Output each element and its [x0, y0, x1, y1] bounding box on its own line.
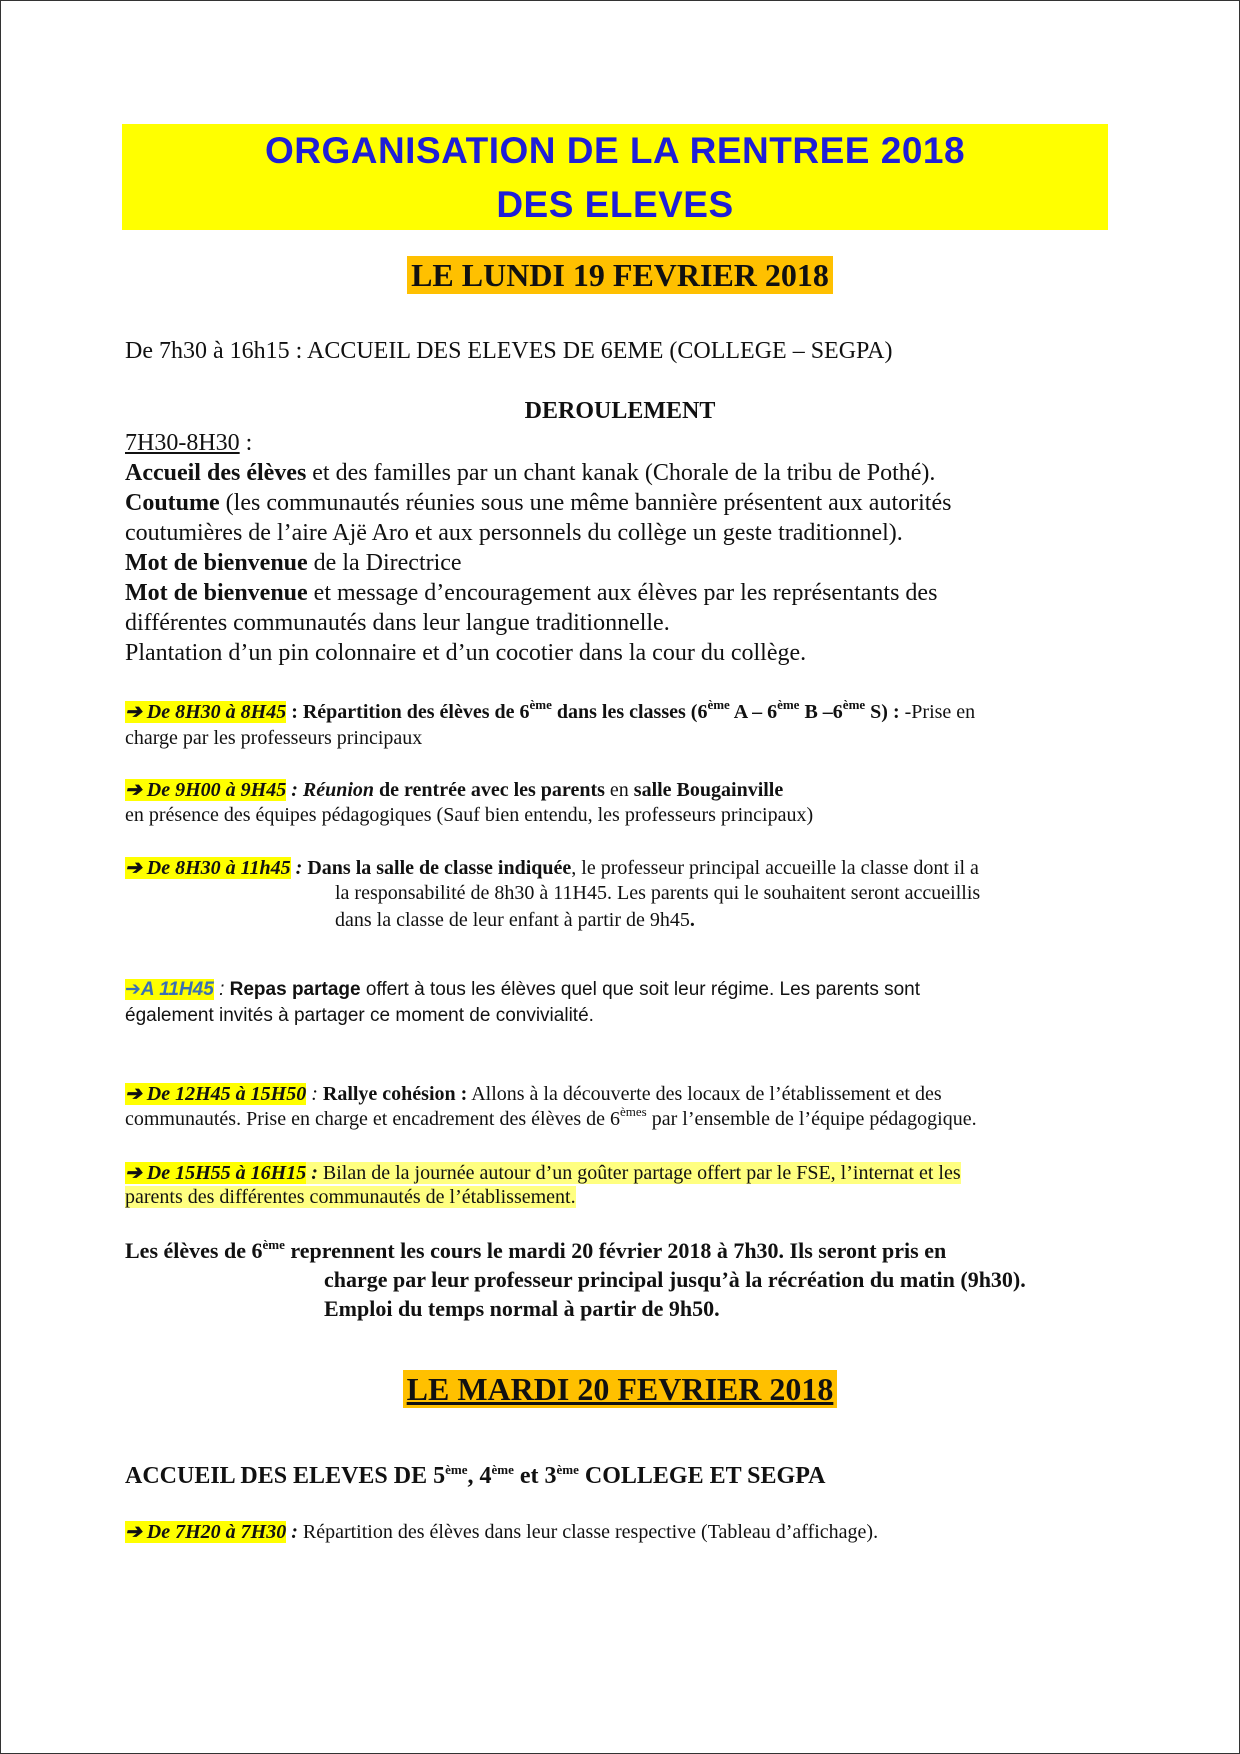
title-line-1: ORGANISATION DE LA RENTREE 2018: [264, 130, 966, 171]
item-salle-classe: ➔ De 8H30 à 11h45 : Dans la salle de classe indiquée, le professeur principal accueille la classe dont il a: [125, 857, 979, 879]
right-arrow-icon: ➔: [125, 701, 142, 723]
line-bienvenue-1: Mot de bienvenue de la Directrice: [125, 550, 462, 576]
right-arrow-icon: ➔: [125, 1521, 142, 1543]
title-line-2: DES ELEVES: [496, 184, 734, 225]
right-arrow-icon: ➔: [125, 1083, 142, 1105]
item-repartition: ➔ De 8H30 à 8H45 : Répartition des élèves de 6ème dans les classes (6ème A – 6ème B –6ème S) : -Prise en: [125, 697, 976, 723]
closing-line3: Emploi du temps normal à partir de 9h50.: [324, 1296, 720, 1321]
item-salle-classe-line3: dans la classe de leur enfant à partir de 9h45.: [335, 909, 695, 931]
time-badge: ➔ De 8H30 à 8H45: [125, 701, 287, 723]
day1-intro: De 7h30 à 16h15 : ACCUEIL DES ELEVES DE 6EME (COLLEGE – SEGPA): [125, 338, 893, 364]
line-coutume: Coutume (les communautés réunies sous une même bannière présentent aux autorités: [125, 490, 952, 516]
item-repas-line2: également invités à partager ce moment de convivialité.: [125, 1005, 594, 1026]
day1-heading: LE LUNDI 19 FEVRIER 2018: [0, 257, 1240, 294]
item-bilan-line2: parents des différentes communautés de l’établissement.: [125, 1186, 576, 1208]
line-accueil: Accueil des élèves et des familles par un chant kanak (Chorale de la tribu de Pothé).: [125, 460, 936, 486]
item-reunion: ➔ De 9H00 à 9H45 : Réunion de rentrée avec les parents en salle Bougainville: [125, 779, 784, 801]
line-communautes: différentes communautés dans leur langue traditionnelle.: [125, 610, 670, 636]
item-repartition-line2: charge par les professeurs principaux: [125, 727, 423, 749]
item-rallye: ➔ De 12H45 à 15H50 : Rallye cohésion : Allons à la découverte des locaux de l’établissement et des: [125, 1083, 942, 1105]
right-arrow-icon: ➔: [125, 979, 141, 1000]
right-arrow-icon: ➔: [125, 857, 142, 879]
line-coutume-cont: coutumières de l’aire Ajë Aro et aux personnels du collège un geste traditionnel).: [125, 520, 903, 546]
line-plantation: Plantation d’un pin colonnaire et d’un cocotier dans la cour du collège.: [125, 640, 807, 666]
closing-line2: charge par leur professeur principal jusqu’à la récréation du matin (9h30).: [324, 1267, 1026, 1292]
right-arrow-icon: ➔: [125, 1162, 142, 1184]
item-bilan: ➔ De 15H55 à 16H15 : Bilan de la journée autour d’un goûter partage offert par le FSE, l’internat et les: [125, 1162, 961, 1184]
item-salle-classe-line2: la responsabilité de 8h30 à 11H45. Les parents qui le souhaitent seront accueillis: [335, 882, 981, 904]
right-arrow-icon: ➔: [125, 779, 142, 801]
day2-heading: LE MARDI 20 FEVRIER 2018: [0, 1371, 1240, 1408]
closing-line1: Les élèves de 6ème reprennent les cours le mardi 20 février 2018 à 7h30. Ils seront pris en: [125, 1237, 947, 1263]
item-repas: ➔A 11H45 : Repas partage offert à tous les élèves quel que soit leur régime. Les parents sont: [125, 979, 921, 1000]
slot-time: 7H30-8H30 :: [125, 430, 253, 456]
line-bienvenue-2: Mot de bienvenue et message d’encouragement aux élèves par les représentants des: [125, 580, 938, 606]
deroulement-heading: DEROULEMENT: [524, 398, 716, 424]
item-reunion-line2: en présence des équipes pédagogiques (Sauf bien entendu, les professeurs principaux): [125, 804, 814, 826]
item-repartition-classe: ➔ De 7H20 à 7H30 : Répartition des élèves dans leur classe respective (Tableau d’affichage).: [125, 1521, 879, 1543]
title-banner: [122, 124, 1108, 230]
day2-accueil: ACCUEIL DES ELEVES DE 5ème, 4ème et 3ème COLLEGE ET SEGPA: [125, 1462, 826, 1489]
item-rallye-line2: communautés. Prise en charge et encadrement des élèves de 6èmes par l’ensemble de l’équipe pédagogique.: [125, 1104, 977, 1130]
